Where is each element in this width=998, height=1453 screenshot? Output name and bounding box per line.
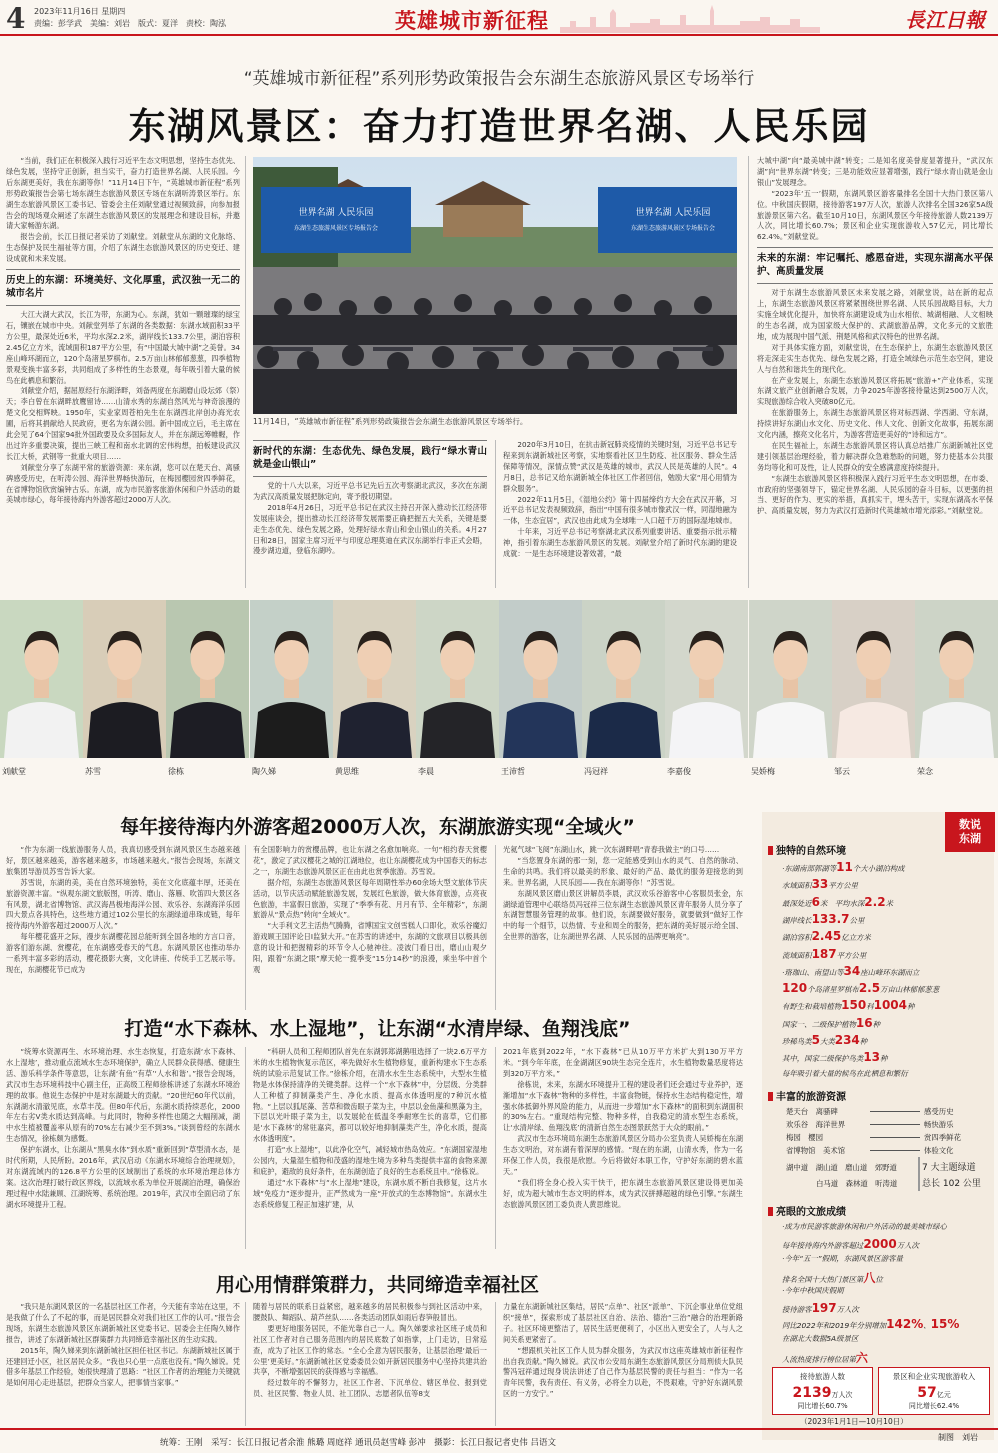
stat-text: ·今年“五一”假期，东湖风景区游客量 (782, 1254, 903, 1263)
section2-column-1 (6, 845, 240, 1010)
stat-unit: 公里 (849, 915, 865, 925)
stat-text: 珍稀鸟类 (782, 1037, 812, 1046)
column-divider (245, 1302, 246, 1426)
leader-line (870, 1150, 920, 1151)
stat-number: 15% (930, 1317, 960, 1331)
portrait-name: 吴娇梅 (751, 767, 775, 776)
subhead-new-era: 新时代的东湖：生态优先、绿色发展，践行“绿水青山就是金山银山” (253, 440, 487, 477)
section4-column-1 (6, 1302, 240, 1426)
stat-line (782, 1333, 858, 1344)
stat-value: 2139 (792, 1385, 832, 1401)
greenway-count: 7 大主题绿道 (922, 1163, 976, 1173)
stat-line (782, 1016, 880, 1030)
paragraph: “我只是东湖风景区的一名基层社区工作者，今天能有幸站在这里，不是我做了什么了不起的事，而是居民群众对我们社区工作的认可。”报告会现场，东湖生态旅游风景区东湖新城社区党委书记、居委会主任陶久娣作报告，讲述了东湖新城社区群策群力共同缔造幸福社区的生动实践。 (6, 1302, 240, 1344)
sidebar-heading-environment: 独特的自然环境 (768, 842, 846, 857)
led-screen-right (598, 187, 737, 253)
stat-unit: 种 (880, 1054, 888, 1064)
leader-line (870, 1111, 920, 1112)
stat-text: 在湖北大数据5A级景区 (782, 1334, 859, 1343)
stat-number: 16 (855, 1015, 873, 1030)
portrait (665, 600, 748, 758)
column-divider (245, 1047, 246, 1249)
paragraph: 报告会前，长江日报记者采访了刘献堂。刘献堂从东湖的文化脉络、生态保护及民生福祉等方面，介绍了东湖生态旅游风景区的历史变迁、建设成就和未来发展。 (6, 232, 240, 264)
stat-text: ·今年中秋国庆假期 (782, 1286, 844, 1295)
photo-caption: 11月14日，“英雄城市新征程”系列形势政策报告会东湖生态旅游风景区专场举行。 (253, 417, 528, 426)
paragraph: 力量在东湖新城社区集结，居民“点单”、社区“派单”、下沉企事业单位党组织“接单”，探索形成了基层社区自治、法治、德治“三治”融合的治理新路子。社区环境更整洁了，居民生活更便利了，小区出入更安全了，人与人之间关系更紧密了。 (503, 1302, 743, 1344)
portrait-name: 黄思维 (335, 767, 359, 776)
stat-line (782, 895, 893, 909)
stat-box-revenue (878, 1367, 990, 1415)
stat-line (782, 912, 864, 926)
paragraph: 光氦气球“飞阅”东湖山水，跳一次东湖畔唱“青春我做主”的口号…… (503, 845, 720, 854)
stat-number: 133.7 (811, 911, 850, 926)
stat-unit: 万人次 (836, 1305, 859, 1314)
leader-line (870, 1124, 920, 1125)
stat-number: 6 (811, 894, 820, 909)
resource-activity: 感受历史 (924, 1107, 954, 1116)
paragraph: 2021年底到2022年，“水下森林”已从10万平方米扩大到130万平方米。“到今年年底，在金湖湖区90块生态完全连片，水生植物数量恶度将达到320万平方米。” (503, 1047, 743, 1078)
byline: 统筹：王刚 采写：长江日报记者余淮 熊璐 周庭祥 通讯员赵雪峰 彭冲 摄影：长江日报记者史伟 吕语文 (160, 1438, 557, 1448)
portrait (83, 600, 166, 758)
graphic-credit: 制图 刘岩 (938, 1433, 978, 1442)
page-number: 4 (6, 2, 26, 35)
stat-unit: 科 (866, 1002, 874, 1012)
resource-activity: 畅快游乐 (924, 1120, 954, 1129)
badge-line: 数说 (959, 818, 981, 831)
stat-number: 2000 (863, 1237, 897, 1251)
portrait-name: 冯冠祥 (584, 767, 608, 776)
portrait (915, 600, 998, 758)
stat-line (782, 860, 905, 874)
column-divider (495, 845, 496, 1010)
portrait-name: 荣念 (917, 767, 933, 776)
paragraph: 2015年，陶久娣来到东湖新城社区担任社区书记。东湖新城社区属于还建回迁小区，社区居民众多。“我也只心里一点底也没有。”陶久娣说。凭借多年基层工作经验，她很快理清了思路：“社区工作者的治理能力关键就是如何用心走进基层，把群众当家人，把事情当家事。” (6, 1345, 240, 1388)
section2-column-2 (253, 845, 487, 1010)
stat-value: 57 (917, 1385, 937, 1401)
stat-line (782, 1068, 908, 1079)
paragraph: 每年樱花盛开之际，漫步东湖樱花园总能听到全国各地的方言口音，游客们游东湖、赏樱花，在东湖感受春天的气息。东湖风景区也推动举办一系列丰富多彩的活动，樱花摄影大赛，文化讲座、传统手工艺展示等。现在，东湖樱花节已成为 (6, 932, 240, 974)
stat-text: ·东湖南部郭湖等 (782, 864, 837, 873)
paragraph: 对于具体实施方面，刘献堂说，在生态保护上，东湖生态旅游风景区将走深走实生态优先、绿色发展之路，打造全域绿色示范生态空间，建设人与自然和谐共生的现代化。 (757, 342, 993, 374)
paragraph: 经过数年的不懈努力，社区工作者、下沉单位、辖区单位、报到党员、社区民警、物业人员、社工团队、志愿者队伍等8支 (253, 1378, 487, 1399)
stat-box-visitors (772, 1367, 873, 1415)
led-screen-left (261, 187, 411, 253)
paragraph: 据介绍，东湖生态旅游风景区每年周期性举办60余场大型文旅体节庆活动，以节庆活动赋能旅游发展，发展红色旅游，做大体育旅游，点亮夜色旅游，丰富假日旅游，实现了“季季有花、月月有节、全年精彩”，东湖旅游从“景点热”转向“全域火”。 (253, 877, 487, 920)
paragraph: 在产业发展上，东湖生态旅游风景区将拓展“旅游+”产业体系，实现东湖文旅产业创新融合发展，力争2025年游客接待量达到2500万人次，实现旅游综合收入突破80亿元。 (757, 375, 993, 407)
leader-line (870, 1137, 920, 1138)
stat-unit: 大类 (819, 1037, 835, 1046)
portrait (832, 600, 915, 758)
stat-title: 接待旅游人数 (800, 1372, 845, 1381)
lead-paragraph: “当前，我们正在积极深入践行习近平生态文明思想，坚持生态优先、绿色发展，坚持守正创新，担当实干，奋力打造世界名湖、人民乐园。今后东湖更美好，我在东湖等你！”11月14日下午，“英雄城市新征程”系列形势政策报告会第七场东湖生态旅游风景区专场在东湖听涛景区举行。东湖生态旅游风景区工委书记、管委会主任刘献堂通过视频致辞，向参加报告会的现场观众阐述了东湖生态旅游风景区的发展理念和建设目标，并邀请大家畅游东湖。 (6, 156, 240, 231)
sidebar-heading-resources: 丰富的旅游资源 (768, 1088, 846, 1103)
column-divider (495, 1047, 496, 1249)
sidebar-badge (945, 812, 995, 852)
resource-spots: 楚天台 离骚碑 (786, 1107, 838, 1116)
stat-text: ·成为市民游客旅游休闲和户外活动的最美城市绿心 (782, 1222, 947, 1231)
column-divider (748, 156, 749, 588)
editor-credits: 责编：彭学武 美编：刘岩 版式：夏洋 责校：陶泓 (34, 19, 226, 28)
stat-unit: 座山峰环东湖而立 (860, 967, 920, 977)
paragraph: 东湖风景区磨山景区讲解员李晨，武汉欢乐谷游客中心客服员张金，东湖绿道管理中心联络员冯冠祥三位东湖生态旅游风景区青年服务人员分享了东湖智慧服务管理的故事。他们说，东湖要做好服务，就要做到“做好工作中的每一个细节，以热情、专业和周全的服务，把东湖的美好展示给全国、全世界的游客，让东湖世界名湖、人民乐园的品牌更响亮”。 (503, 888, 743, 942)
portrait (250, 600, 333, 758)
stat-unit: 米 (885, 898, 893, 908)
stat-text: 人流热度排行榜位居第 (782, 1355, 856, 1364)
resource-spots: 梅园 樱园 (786, 1133, 823, 1142)
stat-line (782, 1253, 903, 1264)
article-title: 东湖风景区：奋力打造世界名湖、人民乐园 (128, 105, 870, 148)
stat-unit: 平方公里 (836, 950, 867, 960)
stat-line (782, 1033, 867, 1047)
paragraph: 苏雪说，东湖的美，美在自然环境独特，美在文化底蕴丰厚，还美在旅游资源丰富。“纵观东湖文旅版图，听涛、磨山、落雁、吹笛四大景区各有风景，湖北省博物馆、武汉海昌极地海洋公园、欢乐谷、东湖海洋乐园四大景点各具特色，这些地方通过102公里长的东湖绿道串珠成链，每年接待海内外游客超过2000万人次。” (6, 877, 240, 931)
stat-number: 187 (811, 946, 837, 961)
greenway-names: 湖中道 湖山道 磨山道 郊野道 (786, 1163, 897, 1172)
paragraph: 2020年3月10日，在抗击新冠肺炎疫情的关键时刻，习近平总书记专程来到东湖新城社区考察，实地察看社区卫生防疫、社区服务、群众生活保障等情况，深情点赞“武汉是英雄的城市，武汉人民是英雄的人民”。4月8日，总书记又给东湖新城全体社区工作者回信，勉励大家“用心用情为群众服务”。 (503, 440, 737, 493)
paragraph: 武汉市生态环境局东湖生态旅游风景区分局办公室负责人吴娇梅在东湖生态文明治，对东湖有着深厚的感情。“现在的东湖，山清水秀，作为一名环保工作人员，我很是欣慰。今后将做好本职工作，守护好东湖的碧水蓝天。” (503, 1134, 743, 1176)
stat-line (782, 981, 939, 995)
stat-number: 13 (863, 1050, 881, 1065)
section3-column-1 (6, 1047, 240, 1249)
stat-number: 11 (836, 860, 853, 874)
column-divider (245, 156, 246, 588)
paragraph: 随着与居民的联系日益紧密，越来越多的居民积极参与到社区活动中来，腰鼓队、舞蹈队、葫芦丝队……各类活动团队如雨后春笋般冒出。 (253, 1302, 487, 1322)
stat-unit: 米 平均水深 (819, 898, 865, 908)
paragraph: “当您置身东湖的那一刻，您一定能感受到山水的灵气、自然的脉动、生命的共鸣。我们将以最美的形象、最好的产品、最优的服务迎接您的到来。世界名湖，人民乐园——我在东湖等你！”苏雪说。 (503, 855, 743, 887)
stat-number: 2.45 (811, 929, 842, 944)
stat-number: 33 (811, 877, 829, 892)
page-footer (0, 1428, 998, 1453)
section4-column-2 (253, 1302, 487, 1426)
paragraph: 有全国影响力的赏樱品牌，也让东湖之名愈加响亮。一句“相约春天赏樱花”，激定了武汉樱花之城的江湖地位，也让东湖樱花成为中国春天的标志之一，东湖生态旅游风景区正在由此也赏季旅游。苏雪说。 (253, 845, 487, 876)
screen-text: 世界名湖 人民乐园 (635, 208, 711, 218)
stat-text: 有野生和栽培植物 (782, 1002, 842, 1012)
section4-column-3 (503, 1302, 743, 1426)
paragraph: 大江大湖大武汉，长江为带，东湖为心。东湖，犹如一颗璀璨的绿宝石，镶嵌在城市中央。刘献堂列举了东湖的各类数据：东湖水域面积33平方公里，最深处近6米，平均水深2.2米，湖岸线长133.7公里，湖泊容积2.45亿立方米，流域面积187平方公里，有“中国最大城中湖”之美誉。34座山峰环湖而立，120个岛渚星罗棋布。2.5万亩山林郁郁葱葱，四季植物景观变换丰富多彩，共同组成了多样性的生态景观，每年吸引着大量的候鸟在此栖息和繁衍。 (6, 310, 240, 385)
stat-number: 2.2 (864, 894, 886, 909)
paragraph: “统筹水资源再生、水环境治理、水生态恢复，打造东湖‘水下森林、水上湿地’，推动重点流域水生态环境保护，确立人民群众获得感、健康生活、游乐科学条件等意思，让东湖‘有鱼’‘有草’‘人水和谐’。”报告会现场，武汉市生态环境科技中心副主任，正高级工程师徐栋讲述了东湖水环境治理的故事。他说生态保护中是对东湖最大的贡献。“20世纪60年代以前，东湖湖水清澈见底，水草丰茂。但80年代后，东湖水质持续恶化，2000年左右劣V类水质达到高峰。与此同时，物种多样性也随之大幅削减，湖中水生植被覆盖率从原有的70%左右减少至不到3%。”谈到曾经的东湖水生态情况，徐栋颇为感慨。 (6, 1047, 240, 1144)
section3-column-2 (253, 1047, 487, 1249)
article-subtitle: “英雄城市新征程”系列形势政策报告会东湖生态旅游风景区专场举行 (243, 69, 755, 89)
paragraph: 保护东湖水，让东湖从“黑臭水体”到水质“重新回到”草型清水态，是时代所期，人民所盼。2016年，武汉启动《东湖水环境综合治理规划》，对东湖流域内的126.8平方公里的区域制出了系统的水环境治理总体方案。这次治理打破行政区界线，以流域水系为单位开展湖泊治理，确保治理过程中水陆兼顾、江湖统筹、系统治理。2019年，武汉市全面启动了东湖水环境提升工程。 (6, 1145, 240, 1209)
badge-line: 东湖 (959, 832, 981, 845)
column-divider (495, 1302, 496, 1426)
stat-unit: 万亩山林郁郁葱葱 (880, 985, 940, 995)
stat-unit: 位 (875, 1275, 883, 1284)
stat-line (782, 1285, 843, 1296)
stat-line (782, 1237, 919, 1251)
stat-unit: 万人次 (896, 1241, 919, 1250)
paragraph: “作为东湖一线旅游服务人员，我真切感受到东湖风景区生态越来越好，景区越来越美，游客越来越多，市场越来越火。”报告会现场，东湖文旅集团导游员苏雪告诉大家。 (6, 845, 240, 876)
stat-text: 湖泊容积 (782, 933, 812, 943)
column-divider (245, 845, 246, 1010)
stat-number: 六 (855, 1351, 868, 1365)
column-divider (495, 440, 496, 588)
portrait-name: 邹云 (834, 767, 850, 776)
portrait (0, 600, 83, 758)
stat-text: 水域面积 (782, 881, 812, 891)
stat-text: 最深处近 (782, 898, 812, 908)
portrait (749, 600, 832, 758)
stat-unit: 平方公里 (828, 881, 858, 891)
screen-text: 东湖生态旅游风景区专场报告会 (293, 225, 379, 232)
stat-line (782, 1050, 887, 1064)
stat-text: 其中，国家二级保护鸟类 (782, 1054, 864, 1064)
stat-text: 流域面积 (782, 950, 812, 960)
stat-line (782, 1349, 868, 1366)
portrait (582, 600, 665, 758)
portrait (333, 600, 416, 758)
paragraph: “东湖生态旅游风景区将积极深入践行习近平生态文明思想，在市委、市政府的坚强领导下，锚定世界名湖、人民乐园的奋斗目标，以更强的担当、更好的作为、更实的举措，真抓实干，埋头苦干，实现东湖高水平保护、高质量发展，努力为武汉打造新时代英雄城市增光添彩。”刘献堂说。 (757, 473, 993, 516)
section-heading-tourism: 每年接待海内外游客超2000万人次，东湖旅游实现“全域火” (120, 816, 635, 838)
paragraph: 大城中湖”向“最美城中湖”转变；二是知名度美誉度显著提升，“武汉东湖”向“世界东湖”转变；三是功能效应显著增强，践行“绿水青山就是金山银山”发展理念。 (757, 156, 993, 187)
stat-unit: 亿元 (936, 1391, 951, 1399)
stat-line (782, 929, 871, 943)
paragraph: 在旅游服务上，东湖生态旅游风景区将对标西湖、学西湖、守东湖，持续讲好东湖山水文化、历史文化、伟人文化、创新文化故事，拓展东湖文化内涵，擦亮文化名片，为游客营造更美好的“诗和远方”。 (757, 408, 993, 440)
paragraph: “大手利文艺主活热气腾腾，省博国宝文创雪糕人口即化，欢乐谷魔幻游戏顾王国评论日Ⅰ监狱大开。”在苏雪的讲述中，东湖的文旅项目以极具创意的设计和把握精彩的环节令人心驰神往。凌波门看日出，磨山山观夕阳，跟着“东湖之眼”摩天轮一揽季变“15分14秒”的浪漫，乘坐华中首个观 (253, 921, 487, 974)
resource-activity: 体验文化 (924, 1146, 954, 1155)
paragraph: 要更好地服务居民，不能光靠自己一人。陶久娣要求社区班子成员和社区工作者对自己服务范围内的居民底数了如指掌，上门走访，日常巡查，成为了社区工作的常态。“全心全意为居民服务，让基层治理‘最后一公里’更美好。”东湖新城社区党委委员公如开新居民服务中心坚持共建共治共享，不断增强居民的获得感与幸福感。 (253, 1323, 487, 1377)
paragraph: 十年来，习近平总书记考察湖北武汉系列重要讲话、重要指示批示精神，指引着东湖生态旅游风景区的发展。刘献堂介绍了新时代东湖的建设成就：一是生态环境建设著效著，“最 (503, 527, 737, 559)
article-column-4 (757, 156, 993, 588)
stat-text: 湖岸线长 (782, 915, 812, 925)
stat-line (782, 1301, 859, 1315)
stat-text: 排名全国十大热门景区第 (782, 1275, 864, 1284)
paragraph: “想跟机关社区工作人员为群众服务，为武汉市这座英雄城市新征程作出自我贡献。”陶久娣说。武汉市公安局东湖生态旅游风景区分局刑侦大队民警冯冠祥通过现身说法讲述了自己作为基层民警的责任与担当：“作为一名青年民警，我有责任、有义务，必将全力以赴，不畏艰难，守护好东湖风景区的一方安宁。” (503, 1345, 743, 1399)
portrait-name: 苏雪 (85, 767, 101, 776)
stat-line (782, 1317, 959, 1331)
paragraph: 打造“水上湿地”，以此净化空气，减轻城市热岛效应。“东湖国家湿地公园内，大量湿生植物和茂盛的湿地生境为多种鸟类提供丰富的食物来源和庇护，避敌的良好条件，在东湖创造了良好的生态系统且中。”徐栋说。 (253, 1145, 487, 1176)
paragraph: 刘献堂介绍，据屈原经行东湖泽畔，刘备两度在东湖磨山设坛郊（祭）天；李白曾在东湖畔放鹰留诗……山清水秀的东湖自然风光与神奇浪漫的楚文化交相辉映。1950年，实业家周苍柏先生在东湖西北岸创办海光农圃，后将其捐献给人民政府，更名为东湖公园。新中国成立后，毛主席在此会见了64个国家94批外国政要及众多国际友人，并在东湖远筹帷幄，作出过许多重要决策，提出三峡工程和南水北调的宏伟构想，拍板建设武汉长江大桥，武钢等一批重大项目…… (6, 386, 240, 461)
issue-date: 2023年11月16日 星期四 (34, 7, 126, 16)
screen-text: 东湖生态旅游风景区专场报告会 (630, 225, 716, 232)
portrait-name: 李嘉俊 (667, 767, 691, 776)
paragraph: 2022年11月5日，《湿地公约》第十四届缔约方大会在武汉开幕，习近平总书记发表视频致辞，指出“中国有很多城市像武汉一样，同湿地融为一体，生态宜居”，武汉也由此成为全球唯一人口超千万的国际湿地城市。 (503, 494, 737, 526)
section2-column-3 (503, 845, 743, 1010)
stat-growth: 同比增长60.7% (797, 1402, 848, 1410)
stat-number: 34 (843, 963, 861, 978)
stat-number: 197 (811, 1301, 837, 1315)
portrait-name: 王沛哲 (501, 767, 525, 776)
portrait (416, 600, 499, 758)
section3-column-3 (503, 1047, 743, 1249)
stat-line (782, 1269, 883, 1286)
stat-unit: 个大小湖泊构成 (852, 864, 905, 873)
greenway-length: 总长 102 公里 (922, 1179, 981, 1189)
paragraph: “我们将全身心投入实干快干，把东湖生态旅游风景区建设得更加美好，成为超大城市生态文明的样本，成为武汉拼搏超越的绿色引擎。”东湖生态旅游风景区团工委负责人黄思维说。 (503, 1177, 743, 1209)
stat-number: 1004 (873, 998, 908, 1013)
stat-number: 234 (834, 1033, 860, 1047)
skyline-decoration (560, 3, 820, 33)
stat-text: 同比2022年和2019年分别增加 (782, 1321, 887, 1330)
stat-line (782, 877, 858, 891)
stat-title: 景区和企业实现旅游收入 (892, 1372, 976, 1381)
stat-unit: 种 (872, 1019, 881, 1029)
stat-unit: 种 (859, 1037, 868, 1046)
paragraph: 通过“水下森林”与“水上湿地”建设，东湖水质不断自我修复，这片水域“免疫力”逐步提升，正严然成为一座“开放式的生态博物馆”。东湖水生态系统修复工程正加速扩建，从 (253, 1177, 487, 1209)
stat-period-note: （2023年1月1日—10月10日） (800, 1417, 908, 1426)
stat-number: 150 (841, 998, 867, 1013)
article-column-3 (503, 440, 737, 588)
event-photo (253, 157, 737, 414)
stat-number: 2.5 (858, 981, 881, 996)
subhead-future: 未来的东湖：牢记嘱托、感恩奋进，实现东湖高水平保护、高质量发展 (757, 247, 993, 284)
stat-text: ·珞珈山、南望山等 (782, 967, 844, 977)
stat-unit: 种 (907, 1002, 915, 1012)
article-column-2 (253, 440, 487, 588)
paragraph: 徐栋说，未来，东湖水环境提升工程的建设者们还会通过专业养护，逐渐增加“水下森林”物种的多样性，丰富食物链，保持水生态结构稳定性，增强水体抵御外界风险的能力，从而进一步增加“水下森林”的面积到东湖面积的30%左右。“重现结构完整、物种多样，自我稳定的清水型生态系统，让‘水清岸绿、鱼翔浅底’的清新自然生态图景跃然于大众的眼前。” (503, 1079, 743, 1133)
stat-line (782, 998, 914, 1012)
article-column-1 (6, 156, 240, 588)
stat-number: 5 (811, 1033, 820, 1047)
screen-text: 世界名湖 人民乐园 (298, 208, 374, 218)
speaker-portraits (0, 600, 998, 780)
paragraph: “2023年‘五一’假期，东湖风景区游客量排名全国十大热门景区第八位。中秋国庆假期，接待游客197万人次，旅游人次排名全国326家5A级旅游景区第六名。截至10月10日，东湖风景区今年接待旅游人数2139万人次，同比增长60.7%；景区和企业实现旅游收入57亿元，同比增长62.4%。”刘献堂说。 (757, 188, 993, 242)
stat-unit: 万人次 (831, 1391, 853, 1399)
subhead-history: 历史上的东湖：环境美好、文化厚重，武汉独一无二的城市名片 (6, 269, 240, 306)
portrait (499, 600, 582, 758)
portrait (166, 600, 249, 758)
stat-text: 每年接待海内外游客超过 (782, 1241, 864, 1250)
bracket-divider (918, 1157, 920, 1191)
stat-unit: 、 (923, 1321, 931, 1330)
section-heading-water: 打造“水下森林、水上湿地”，让东湖“水清岸绿、鱼翔浅底” (124, 1018, 631, 1040)
sidebar-heading-achievements: 亮眼的文旅成绩 (768, 1203, 846, 1218)
resource-spots: 欢乐谷 海洋世界 (786, 1120, 846, 1129)
portrait-name: 陶久娣 (252, 767, 276, 776)
section-title: 英雄城市新征程 (395, 8, 549, 33)
section-heading-community: 用心用情群策群力，共同缔造幸福社区 (215, 1274, 539, 1296)
stat-number: 120 (782, 981, 808, 996)
paragraph: 对于东湖生态旅游风景区未来发展之路，刘献堂说，站在新的起点上，东湖生态旅游风景区将紧紧围绕世界名湖、人民乐园战略目标，大力实施全域优化提升，加快将东湖建设成为山水相依、城湖相融、人文相映的生态名湖，成为国家级大保护的、武湖旅游品牌，文化多元的文旅胜地，成为展现中国气派、荆楚风格和武汉特色的世界名湖。 (757, 288, 993, 341)
paragraph: “科研人员和工程师团队首先在东湖郭郑湖鹅咀选择了一块2.6万平方米的水生植物恢复示范区，率先做好水生植物修复，重新构建水下生态系统的试验示范复试工作。”徐栋介绍，在清水水生生态系统中，大型水生植物是水体保持清净的关键类群。这样一个“水下森林”中，分层级、分类群人工种植了抑制藻类产生、净化水质、提高水体透明度的7种沉水植物。“上层以狐尾藻、苦草和微齿眼子菜为主，中层以金鱼藻和黑藻为主，下层以光叶眼子菜为主，以发展轮在低温冬季耐寒生长的喜草，它们都是‘水下森林’的常驻嘉宾，都可以较好地抑制藻类产生，净化水质，提高水体透明度”。 (253, 1047, 487, 1144)
stat-text: 接待游客 (782, 1305, 812, 1314)
greenway-names: 白马道 森林道 听涛道 (816, 1179, 898, 1188)
stat-text: 每年吸引着大量的候鸟在此栖息和繁衍 (782, 1068, 908, 1078)
paragraph: 2018年4月26日，习近平总书记在武汉主持召开深入推动长江经济带发展座谈会，提出推动长江经济带发展需要正确把握五大关系，关键是要走生态优先、绿色发展之路，处理好绿水青山和金山银山的关系。4月27日和28日，国家主席习近平与印度总理莫迪在武汉东湖举行非正式会晤，漫步湖边道，登临东湖吟。 (253, 502, 487, 556)
stat-growth: 同比增长62.4% (908, 1402, 960, 1410)
resource-activity: 赏四季鲜花 (924, 1133, 961, 1142)
stat-unit: 个岛渚星罗棋布 (807, 985, 859, 995)
portrait-name: 徐栋 (168, 767, 184, 776)
paragraph: 党的十八大以来，习近平总书记先后五次考察湖北武汉，多次在东湖为武汉高质量发展把脉定向，寄予殷切期望。 (253, 481, 487, 501)
portrait-name: 李晨 (418, 767, 434, 776)
newspaper-logo: 長江日報 (905, 8, 985, 32)
stat-unit: 亿立方米 (841, 933, 871, 943)
stat-number: 八 (863, 1271, 876, 1285)
paragraph: 在民生福祉上，东湖生态旅游风景区将认真总结推广东湖新城社区党建引领基层治理经验，着力解决群众急难愁盼的问题，努力使基本公共服务均等化和可及性，让人民群众的安全感满意度持续提升。 (757, 440, 993, 472)
paragraph: 刘献堂分享了东湖平常的旅游资源：来东湖，您可以在楚天台、离骚碑感受历史，在听涛公园、海洋世界畅快游玩，在梅园樱园赏四季鲜花，在省博物馆欣赏编钟古乐。东湖，成为市民游客旅游休闲和户外活动的最美城市绿心，每年接待海内外游客超过2000万人次。 (6, 462, 240, 505)
stat-text: 国家一、二级保护植物 (782, 1019, 856, 1029)
stat-line (782, 964, 919, 978)
portrait-name: 刘献堂 (2, 767, 26, 776)
resource-spots: 省博物馆 美术馆 (786, 1146, 846, 1155)
stat-number: 142% (886, 1317, 924, 1331)
stat-line (782, 1221, 947, 1232)
stat-line (782, 947, 866, 961)
